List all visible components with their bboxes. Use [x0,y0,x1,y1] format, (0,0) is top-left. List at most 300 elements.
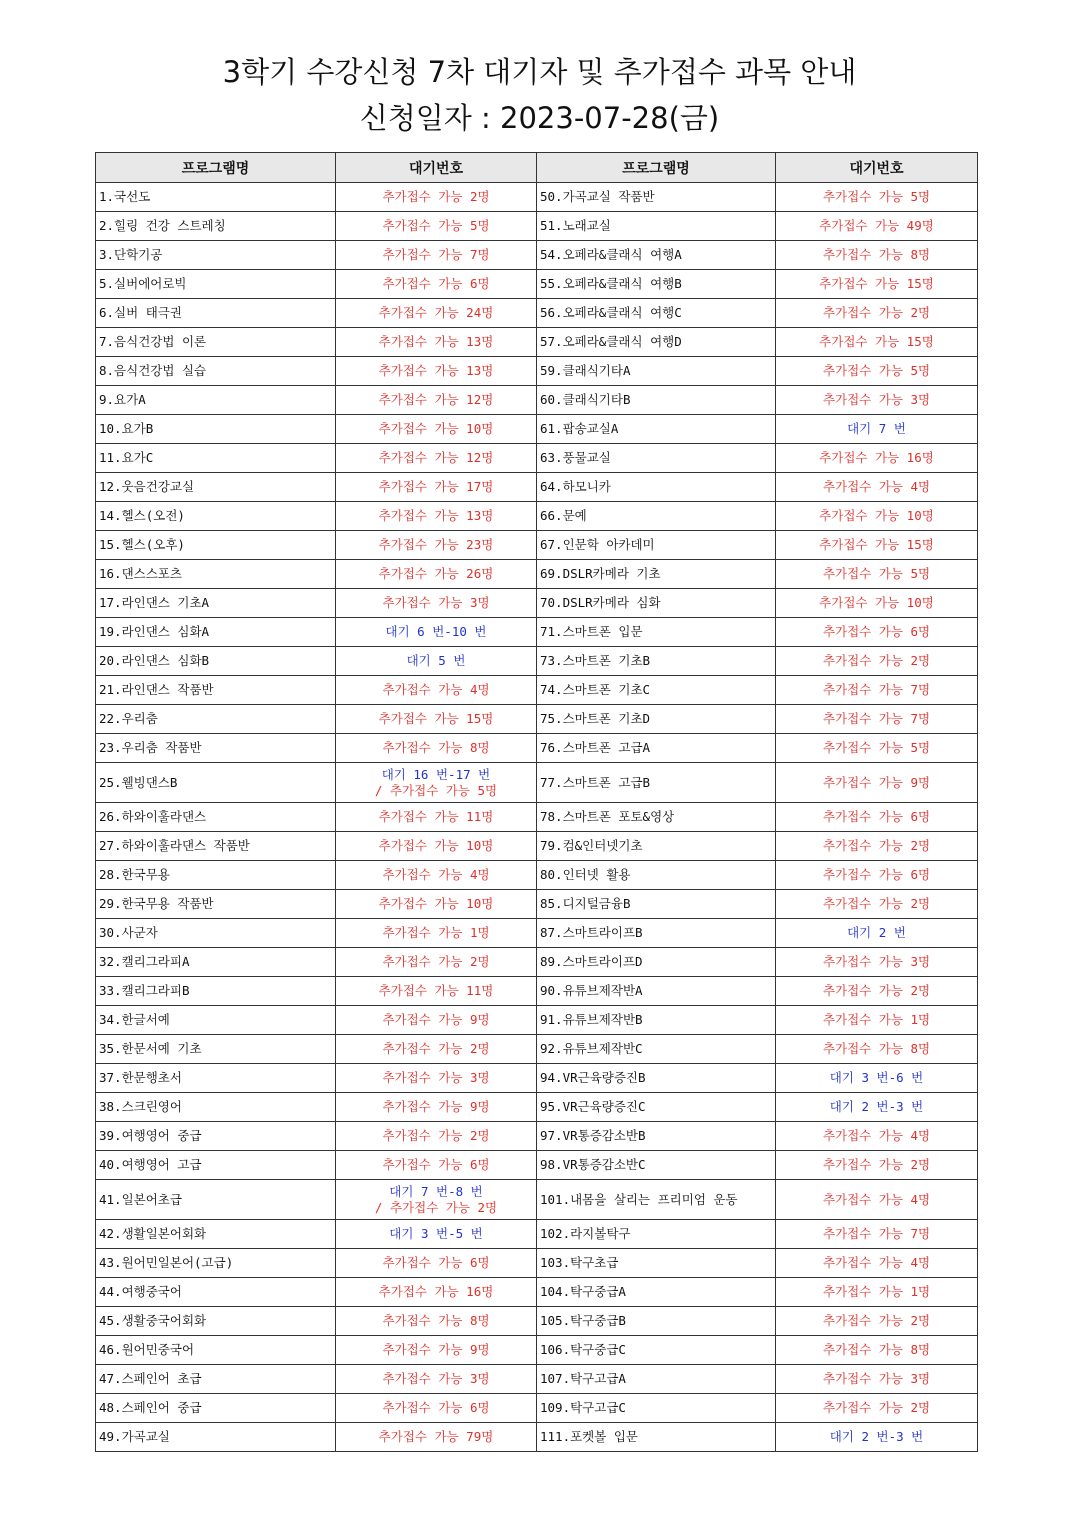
table-row [96,1307,978,1336]
program-name-left: 48.스페인어 중급 [96,1394,336,1423]
waitlist-status-right [776,1006,978,1035]
program-name-right: 92.유튜브제작반C [537,1035,776,1064]
table-row [96,1423,978,1452]
additional-slots: 추가접수 가능 8명 [382,1313,490,1328]
waitlist-status-left [336,183,537,212]
additional-slots: 추가접수 가능 5명 [822,189,931,204]
additional-slots: 추가접수 가능 6명 [822,624,931,639]
program-name-left: 32.캘리그라피A [96,948,336,977]
program-name-right: 50.가곡교실 작품반 [537,183,776,212]
program-name-left: 8.음식건강법 실습 [96,357,336,386]
waitlist-status-right [776,734,978,763]
additional-slots: 추가접수 가능 10명 [378,421,494,436]
program-name-left: 49.가곡교실 [96,1423,336,1452]
additional-slots: 추가접수 가능 2명 [822,896,931,911]
waitlist-status-left [336,1064,537,1093]
waitlist-status-left [336,832,537,861]
program-name-left: 39.여행영어 중급 [96,1122,336,1151]
additional-slots: 추가접수 가능 17명 [378,479,494,494]
waitlist-status-right [776,241,978,270]
additional-slots: 추가접수 가능 8명 [382,740,490,755]
additional-slots: 추가접수 가능 2명 [822,653,931,668]
waitlist-status-right [776,705,978,734]
program-name-right: 55.오페라&클래식 여행B [537,270,776,299]
additional-slots: 추가접수 가능 12명 [378,392,494,407]
table-row [96,386,978,415]
additional-slots: 추가접수 가능 11명 [378,983,494,998]
program-name-left: 14.헬스(오전) [96,502,336,531]
table-row [96,1336,978,1365]
additional-slots: 추가접수 가능 6명 [382,1400,490,1415]
additional-slots: 추가접수 가능 3명 [822,1371,931,1386]
waitlist-number: 대기 2 번-3 번 [829,1099,924,1114]
waitlist-status-left [336,861,537,890]
waitlist-status-left [336,1365,537,1394]
waitlist-number: 대기 16 번-17 번 [381,766,491,782]
table-row [96,415,978,444]
additional-slots: 추가접수 가능 6명 [822,809,931,824]
waitlist-status-right [776,1278,978,1307]
additional-slots: 추가접수 가능 2명 [822,305,931,320]
program-name-left: 27.하와이훌라댄스 작품반 [96,832,336,861]
waitlist-status-right [776,183,978,212]
additional-slots: 추가접수 가능 6명 [382,276,490,291]
waitlist-status-left [336,1394,537,1423]
program-name-right: 60.클래식기타B [537,386,776,415]
program-name-left: 46.원어민중국어 [96,1336,336,1365]
waitlist-status-right [776,890,978,919]
additional-slots: 추가접수 가능 2명 [822,1157,931,1172]
waitlist-status-right [776,1423,978,1452]
additional-slots: 추가접수 가능 15명 [378,711,494,726]
program-name-left: 5.실버에어로빅 [96,270,336,299]
table-row [96,1278,978,1307]
program-name-left: 25.웰빙댄스B [96,763,336,803]
waitlist-status-left [336,734,537,763]
waitlist-status-right [776,415,978,444]
additional-slots: 추가접수 가능 10명 [378,896,494,911]
table-row [96,705,978,734]
program-name-left: 1.국선도 [96,183,336,212]
program-name-left: 43.원어민일본어(고급) [96,1249,336,1278]
waitlist-status-left [336,1307,537,1336]
additional-slots: 추가접수 가능 6명 [382,1157,490,1172]
program-name-left: 45.생활중국어회화 [96,1307,336,1336]
table-row [96,861,978,890]
additional-slots: 추가접수 가능 8명 [822,247,931,262]
table-row [96,919,978,948]
program-name-left: 6.실버 태극권 [96,299,336,328]
additional-slots: 추가접수 가능 15명 [819,334,934,349]
additional-slots: 추가접수 가능 3명 [382,1070,490,1085]
header-program-name-right: 프로그램명 [537,153,776,183]
table-row [96,183,978,212]
program-name-left: 42.생활일본어회화 [96,1220,336,1249]
waitlist-status-right [776,328,978,357]
table-row [96,328,978,357]
additional-slots: 추가접수 가능 5명 [382,218,490,233]
program-name-right: 78.스마트폰 포토&영상 [537,803,776,832]
program-name-right: 63.풍물교실 [537,444,776,473]
table-row [96,241,978,270]
additional-slots: 추가접수 가능 7명 [822,682,931,697]
waitlist-status-right [776,1064,978,1093]
table-row [96,1180,978,1220]
program-name-left: 29.한국무용 작품반 [96,890,336,919]
program-name-left: 11.요가C [96,444,336,473]
additional-slots: / 추가접수 가능 2명 [374,1199,498,1215]
waitlist-status-right [776,1151,978,1180]
additional-slots: 추가접수 가능 1명 [382,925,490,940]
waitlist-status-right [776,948,978,977]
waitlist-number: 대기 3 번-6 번 [829,1070,924,1085]
table-row [96,560,978,589]
program-name-right: 109.탁구고급C [537,1394,776,1423]
additional-slots: 추가접수 가능 11명 [378,809,494,824]
program-name-left: 16.댄스스포츠 [96,560,336,589]
waitlist-status-right [776,676,978,705]
program-name-left: 26.하와이훌라댄스 [96,803,336,832]
waitlist-status-left [336,589,537,618]
additional-slots: 추가접수 가능 23명 [378,537,494,552]
table-row [96,948,978,977]
waitlist-status-left [336,890,537,919]
waitlist-status-left [336,977,537,1006]
waitlist-status-right [776,647,978,676]
waitlist-status-left [336,386,537,415]
additional-slots: 추가접수 가능 8명 [822,1041,931,1056]
waitlist-status-left [336,531,537,560]
header-waitlist-right: 대기번호 [776,153,978,183]
waitlist-status-right [776,803,978,832]
table-row [96,977,978,1006]
program-name-right: 57.오페라&클래식 여행D [537,328,776,357]
waitlist-status-right [776,589,978,618]
program-name-right: 105.탁구중급B [537,1307,776,1336]
waitlist-status-left [336,919,537,948]
program-name-right: 66.문예 [537,502,776,531]
program-name-left: 30.사군자 [96,919,336,948]
waitlist-status-left [336,444,537,473]
waitlist-status-right [776,1180,978,1220]
waitlist-status-right [776,1394,978,1423]
program-name-left: 40.여행영어 고급 [96,1151,336,1180]
program-name-right: 69.DSLR카메라 기초 [537,560,776,589]
additional-slots: 추가접수 가능 7명 [822,711,931,726]
program-name-left: 22.우리춤 [96,705,336,734]
waitlist-status-right [776,473,978,502]
notice-title: 3학기 수강신청 7차 대기자 및 추가접수 과목 안내 [222,55,857,89]
program-name-right: 75.스마트폰 기초D [537,705,776,734]
additional-slots: 추가접수 가능 4명 [822,1255,931,1270]
waitlist-status-left [336,1093,537,1122]
program-name-left: 28.한국무용 [96,861,336,890]
program-name-right: 91.유튜브제작반B [537,1006,776,1035]
program-name-right: 54.오페라&클래식 여행A [537,241,776,270]
table-row [96,531,978,560]
additional-slots: 추가접수 가능 9명 [382,1012,490,1027]
waitlist-status-right [776,618,978,647]
program-name-left: 41.일본어초급 [96,1180,336,1220]
waitlist-status-right [776,531,978,560]
waitlist-status-right [776,832,978,861]
waitlist-status-left [336,763,537,803]
table-row [96,618,978,647]
table-row [96,1006,978,1035]
program-name-right: 80.인터넷 활용 [537,861,776,890]
program-name-left: 23.우리춤 작품반 [96,734,336,763]
waitlist-status-left [336,705,537,734]
table-row [96,589,978,618]
table-row [96,1249,978,1278]
waitlist-number: 대기 5 번 [406,653,466,668]
waitlist-status-right [776,502,978,531]
program-name-left: 38.스크린영어 [96,1093,336,1122]
table-row [96,734,978,763]
waitlist-status-right [776,357,978,386]
additional-slots: 추가접수 가능 9명 [382,1099,490,1114]
waitlist-number: 대기 2 번 [847,925,906,940]
additional-slots: 추가접수 가능 79명 [378,1429,494,1444]
program-name-right: 59.클래식기타A [537,357,776,386]
waitlist-number: 대기 6 번-10 번 [385,624,487,639]
additional-slots: 추가접수 가능 6명 [822,867,931,882]
additional-slots: 추가접수 가능 10명 [819,595,934,610]
program-name-right: 61.팝송교실A [537,415,776,444]
waitlist-status-right [776,919,978,948]
additional-slots: 추가접수 가능 4명 [382,682,490,697]
table-row [96,763,978,803]
additional-slots: 추가접수 가능 7명 [822,1226,931,1241]
program-name-left: 17.라인댄스 기초A [96,589,336,618]
program-name-right: 76.스마트폰 고급A [537,734,776,763]
additional-slots: 추가접수 가능 49명 [819,218,934,233]
program-name-right: 98.VR통증감소반C [537,1151,776,1180]
table-row [96,1093,978,1122]
waitlist-status-left [336,618,537,647]
table-row [96,676,978,705]
table-row [96,1365,978,1394]
program-name-right: 67.인문학 아카데미 [537,531,776,560]
waitlist-status-right [776,763,978,803]
additional-slots: 추가접수 가능 4명 [822,1191,931,1207]
program-name-left: 15.헬스(오후) [96,531,336,560]
program-name-right: 97.VR통증감소반B [537,1122,776,1151]
table-row [96,212,978,241]
program-name-right: 87.스마트라이프B [537,919,776,948]
program-name-left: 47.스페인어 초급 [96,1365,336,1394]
program-name-left: 44.여행중국어 [96,1278,336,1307]
program-name-right: 101.내몸을 살리는 프리미엄 운동 [537,1180,776,1220]
program-name-right: 64.하모니카 [537,473,776,502]
additional-slots: 추가접수 가능 10명 [819,508,934,523]
waitlist-status-left [336,1180,537,1220]
additional-slots: 추가접수 가능 9명 [822,774,931,790]
program-name-left: 7.음식건강법 이론 [96,328,336,357]
additional-slots: 추가접수 가능 13명 [378,363,494,378]
waitlist-status-left [336,241,537,270]
program-name-left: 34.한글서예 [96,1006,336,1035]
header-program-name-left: 프로그램명 [96,153,336,183]
table-row [96,803,978,832]
program-name-right: 111.포켓볼 입문 [537,1423,776,1452]
waitlist-status-left [336,1035,537,1064]
additional-slots: 추가접수 가능 2명 [382,189,490,204]
additional-slots: 추가접수 가능 4명 [382,867,490,882]
program-name-right: 51.노래교실 [537,212,776,241]
additional-slots: 추가접수 가능 24명 [378,305,494,320]
additional-slots: 추가접수 가능 15명 [819,537,934,552]
additional-slots: 추가접수 가능 2명 [822,983,931,998]
waitlist-status-left [336,357,537,386]
waitlist-status-right [776,977,978,1006]
table-row [96,270,978,299]
waitlist-status-right [776,1093,978,1122]
additional-slots: 추가접수 가능 1명 [822,1284,931,1299]
waitlist-status-left [336,1006,537,1035]
waitlist-status-right [776,1249,978,1278]
additional-slots: 추가접수 가능 5명 [822,566,931,581]
program-name-left: 19.라인댄스 심화A [96,618,336,647]
program-name-left: 37.한문행초서 [96,1064,336,1093]
table-row [96,1394,978,1423]
program-name-right: 94.VR근육량증진B [537,1064,776,1093]
additional-slots: 추가접수 가능 8명 [822,1342,931,1357]
program-name-right: 79.컴&인터넷기초 [537,832,776,861]
program-name-right: 71.스마트폰 입문 [537,618,776,647]
additional-slots: 추가접수 가능 2명 [382,954,490,969]
table-row [96,357,978,386]
waitlist-status-left [336,560,537,589]
program-name-right: 103.탁구초급 [537,1249,776,1278]
program-name-left: 33.캘리그라피B [96,977,336,1006]
program-name-right: 85.디지털금융B [537,890,776,919]
additional-slots: 추가접수 가능 4명 [822,1128,931,1143]
program-name-right: 102.라지볼탁구 [537,1220,776,1249]
waitlist-status-left [336,415,537,444]
additional-slots: 추가접수 가능 13명 [378,334,494,349]
program-name-right: 89.스마트라이프D [537,948,776,977]
program-name-right: 73.스마트폰 기초B [537,647,776,676]
waitlist-status-left [336,212,537,241]
additional-slots: 추가접수 가능 3명 [382,595,490,610]
program-name-right: 104.탁구중급A [537,1278,776,1307]
table-row [96,647,978,676]
additional-slots: 추가접수 가능 16명 [378,1284,494,1299]
waitlist-status-left [336,1423,537,1452]
program-name-right: 95.VR근육량증진C [537,1093,776,1122]
waitlist-status-left [336,328,537,357]
additional-slots: 추가접수 가능 16명 [819,450,934,465]
additional-slots: 추가접수 가능 3명 [822,392,931,407]
waitlist-status-right [776,299,978,328]
program-name-right: 77.스마트폰 고급B [537,763,776,803]
additional-slots: 추가접수 가능 5명 [822,740,931,755]
additional-slots: 추가접수 가능 4명 [822,479,931,494]
program-name-left: 2.힐링 건강 스트레칭 [96,212,336,241]
waitlist-status-left [336,1278,537,1307]
additional-slots: 추가접수 가능 12명 [378,450,494,465]
table-row [96,1064,978,1093]
table-row [96,1220,978,1249]
program-name-left: 12.웃음건강교실 [96,473,336,502]
additional-slots: 추가접수 가능 9명 [382,1342,490,1357]
table-header-row [96,153,978,183]
program-name-left: 21.라인댄스 작품반 [96,676,336,705]
table-row [96,1151,978,1180]
additional-slots: 추가접수 가능 7명 [382,247,490,262]
table-row [96,473,978,502]
waitlist-status-right [776,1307,978,1336]
table-body [96,183,978,1452]
waitlist-status-left [336,948,537,977]
table-row [96,1122,978,1151]
additional-slots: 추가접수 가능 2명 [822,838,931,853]
table-row [96,1035,978,1064]
waitlist-status-left [336,473,537,502]
additional-slots: 추가접수 가능 3명 [382,1371,490,1386]
program-name-right: 106.탁구중급C [537,1336,776,1365]
waitlist-status-right [776,1122,978,1151]
waitlist-status-right [776,1035,978,1064]
waitlist-number: 대기 7 번 [847,421,906,436]
waitlist-status-left [336,803,537,832]
table-row [96,502,978,531]
table-row [96,832,978,861]
table-row [96,444,978,473]
waitlist-number: 대기 3 번-5 번 [389,1226,483,1241]
additional-slots: 추가접수 가능 2명 [822,1313,931,1328]
additional-slots: 추가접수 가능 2명 [822,1400,931,1415]
waitlist-status-right [776,444,978,473]
waitlist-status-right [776,1365,978,1394]
additional-slots: 추가접수 가능 1명 [822,1012,931,1027]
program-name-right: 70.DSLR카메라 심화 [537,589,776,618]
table-row [96,890,978,919]
program-name-left: 10.요가B [96,415,336,444]
waitlist-status-left [336,299,537,328]
additional-slots: 추가접수 가능 2명 [382,1041,490,1056]
program-name-right: 56.오페라&클래식 여행C [537,299,776,328]
course-waitlist-table [95,152,978,1452]
waitlist-status-right [776,861,978,890]
additional-slots: 추가접수 가능 10명 [378,838,494,853]
additional-slots: / 추가접수 가능 5명 [374,782,498,798]
program-name-right: 107.탁구고급A [537,1365,776,1394]
waitlist-status-left [336,1122,537,1151]
waitlist-status-left [336,270,537,299]
program-name-left: 20.라인댄스 심화B [96,647,336,676]
header-waitlist-left: 대기번호 [336,153,537,183]
waitlist-status-left [336,502,537,531]
waitlist-status-right [776,1336,978,1365]
waitlist-status-right [776,560,978,589]
waitlist-status-left [336,1151,537,1180]
waitlist-number: 대기 7 번-8 번 [389,1183,483,1199]
waitlist-status-left [336,1249,537,1278]
additional-slots: 추가접수 가능 6명 [382,1255,490,1270]
waitlist-status-left [336,676,537,705]
waitlist-status-right [776,212,978,241]
program-name-right: 90.유튜브제작반A [537,977,776,1006]
program-name-right: 74.스마트폰 기초C [537,676,776,705]
additional-slots: 추가접수 가능 5명 [822,363,931,378]
waitlist-status-left [336,1220,537,1249]
waitlist-status-left [336,1336,537,1365]
program-name-left: 9.요가A [96,386,336,415]
waitlist-status-right [776,1220,978,1249]
application-date: 신청일자 : 2023-07-28(금) [359,101,720,135]
